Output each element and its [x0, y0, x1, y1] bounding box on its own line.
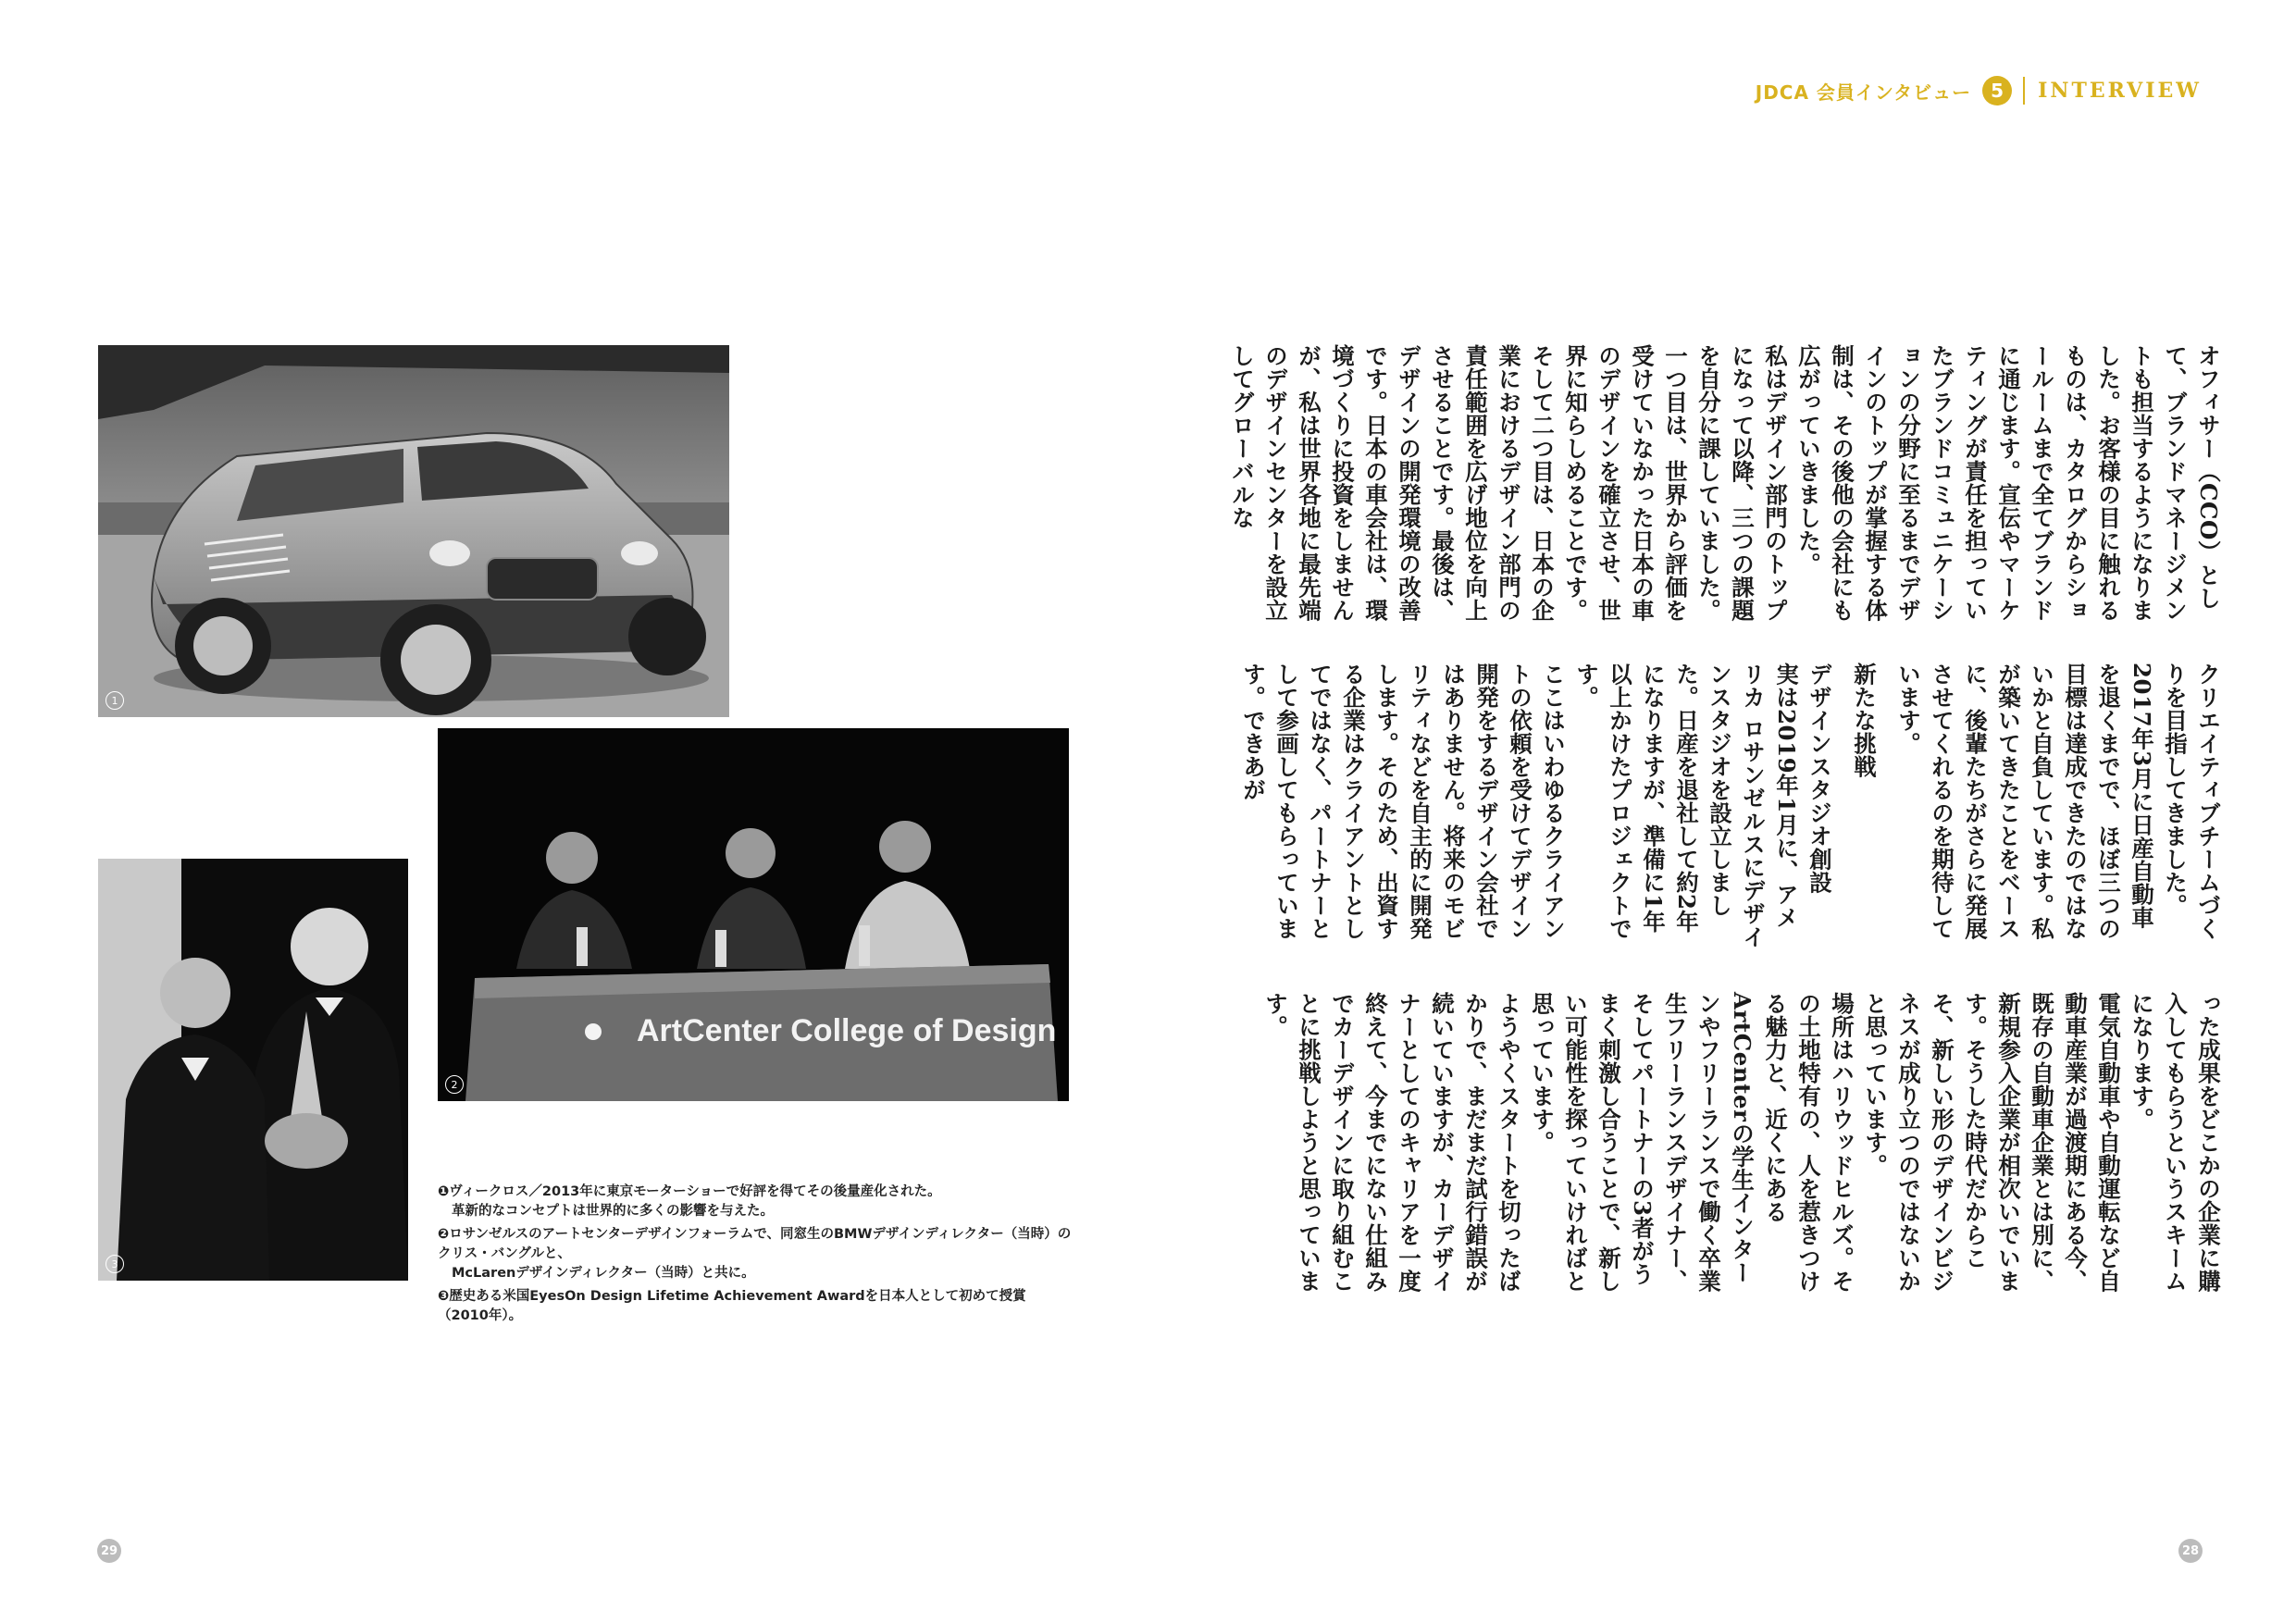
paragraph: オフィサー（CCO）として、ブランドマネージメントも担当するようになりました。お客様の目に触れるものは、カタログからショールームまで全てブランドに通じます。宣伝やマーケティングが責任を担っていたブランドコミュニケーションの分野に至るまでデザインのトップが掌握する体制は、その後他の会社にも広がっていきました。: [1795, 344, 2222, 622]
section-heading-line-2: デザインスタジオ創設: [1806, 663, 1833, 894]
interview-number-badge: 5: [1982, 76, 2012, 105]
paragraph: 実は2019年1月に、アメリカ ロサンゼルスにデザインスタジオを設立しました。日産を退社して約2年になりますが、準備に1年以上かけたプロジェクトです。: [1573, 663, 1800, 949]
article-tier-1: [1229, 344, 2225, 642]
caption-1-line-1: ❶ヴィークロス／2013年に東京モーターショーで好評を得てその後量産化された。: [438, 1184, 941, 1199]
photo-captions: [438, 1183, 1076, 1330]
panel-photo: [438, 728, 1069, 1101]
header-label: JDCA 会員インタビュー: [1755, 81, 1972, 104]
caption-3: ❸歴史ある米国EyesOn Design Lifetime Achievement Awardを日本人として初めて授賞（2010年）。: [438, 1289, 1026, 1323]
caption-1-line-2: 革新的なコンセプトは世界的に多くの影響を与えた。: [452, 1204, 774, 1219]
caption-2-line-1: ❷ロサンゼルスのアートセンターデザインフォーラムで、同窓生のBMWデザインディレクター（当時）のクリス・バングルと、: [438, 1227, 1072, 1261]
paragraph: 場所はハリウッドヒルズ。その土地特有の、人を惹きつける魅力と、近くにあるArtCenterの学生インターンやフリーランスで働く卒業生フリーランスデザイナー、そしてパートナーの3者がうまく刺激し合うことで、新しい可能性を探っていければと思っています。: [1529, 992, 1855, 1293]
paragraph: った成果をどこかの企業に購入してもらうというスキームになります。: [2128, 992, 2222, 1293]
paragraph: 私はデザイン部門のトップになって以降、三つの課題を自分に課していました。一つ目は、世界から評価を受けていなかった日本の車のデザインを確立させ、世界に知らしめることです。そして二つ目は、日本の企業におけるデザイン部門の責任範囲を広げ地位を向上させることです。最後は、デザインの開発環境の改善です。日本の車会社は、環境づくりに投資をしませんが、私は世界各地に最先端のデザインセンターを設立してグローバルな: [1229, 344, 1789, 622]
section-heading-line-1: 新たな挑戦: [1851, 663, 1878, 778]
paragraph: 電気自動車や自動運転など自動車産業が過渡期にある今、既存の自動車企業とは別に、新規参入企業が相次いでいます。そうした時代だからこそ、新しい形のデザインビジネスが成り立つのではないかと思っています。: [1862, 992, 2122, 1293]
award-photo: [98, 859, 408, 1281]
article-tier-3: [1262, 992, 2225, 1297]
caption-1: [438, 1183, 1076, 1221]
caption-2: [438, 1225, 1076, 1283]
page-number-right: 28: [2178, 1539, 2203, 1563]
photo-number-badge: 2: [445, 1075, 464, 1094]
car-photo: [98, 345, 729, 717]
header-section: INTERVIEW: [2038, 79, 2202, 103]
photo-number-badge: 1: [105, 691, 124, 710]
page-number-left: 29: [97, 1539, 121, 1563]
header-divider: [2023, 77, 2025, 105]
paragraph: ここはいわゆるクライアントの依頼を受けてデザイン開発をするデザイン会社ではありません。将来のモビリティなどを自主的に開発します。そのため、出資する企業はクライアントとしてではなく、パートナーとして参画してもらっています。できあが: [1240, 663, 1567, 940]
panel-illustration: [438, 728, 1069, 1101]
section-header: [1756, 76, 2202, 105]
banner-text: ArtCenter College of Design: [637, 1013, 1057, 1048]
caption-2-line-2: McLarenデザインディレクター（当時）と共に。: [452, 1266, 755, 1281]
article-tier-2: [1240, 663, 2225, 951]
paragraph: クリエイティブチームづくりを目指してきました。2017年3月に日産自動車を退くまでで、ほぼ三つの目標は達成できたのではないかと自負しています。私が築いてきたことをベースに、後輩たちがさらに発展させてくれるのを期待しています。: [1895, 663, 2222, 940]
car-illustration: [98, 345, 729, 717]
paragraph: ようやくスタートを切ったばかりで、まだまだ試行錯誤が続いていますが、カーデザイナーとしてのキャリアを一度終えて、今までにない仕組みでカーデザインに取り組むことに挑戦しようと思っています。: [1262, 992, 1522, 1293]
award-illustration: [98, 859, 408, 1281]
photo-number-badge: 3: [105, 1255, 124, 1273]
